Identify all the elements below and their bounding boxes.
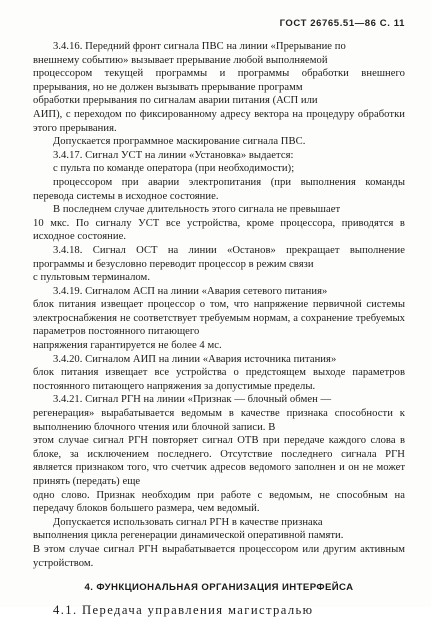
page-header: ГОСТ 26765.51—86 С. 11 — [279, 18, 405, 29]
paragraph-regeneration: Допускается использовать сигнал РГН в качестве признака выполнения цикла регенерации динамической оперативной памяти. В этом случае сигнал РГН вырабатывается процессором или другим активным устройством. — [33, 516, 405, 569]
section-heading: 4. ФУНКЦИОНАЛЬНАЯ ОРГАНИЗАЦИЯ ИНТЕРФЕЙСА — [84, 582, 354, 594]
paragraph-3-4-18: 3.4.18. Сигнал ОСТ на линии «Останов» прекращает выполнение программы и безусловно переводит процессор в режим связи с пультовым терминалом. — [33, 244, 405, 284]
subsection-heading: 4.1. Передача управления магистралью — [53, 603, 314, 618]
paragraph-3-4-17: 3.4.17. Сигнал УСТ на линии «Установка» выдается: — [53, 149, 294, 161]
paragraph-masking: Допускается программное маскирование сигнала ПВС. — [53, 136, 306, 148]
paragraph-3-4-19: 3.4.19. Сигналом АСП на линии «Авария сетевого питания» блок питания извещает процессор о том, что напряжение первичной системы электроснабжения не соответствует требуемым нормам, а сохранение требуемых параметров постоянного питающего напряжения гарантируется не более 4 мс. — [33, 285, 405, 352]
paragraph-duration: В последнем случае длительность этого сигнала не превышает 10 мкс. По сигналу УСТ все устройства, кроме процессора, приводятся в исходное состояние. — [33, 204, 405, 243]
paragraph-3-4-16: 3.4.16. Передний фронт сигнала ПВС на линии «Прерывание по внешнему событию» вызывает прерывание любой выполняемой процессором текущей программы и программы обработки внешнего прерывания, но не должен вызывать прерывание программ обработки прерывания по сигналам аварии питания (АСП или АИП), с переходом по фиксированному адресу вектора на процедуру обработки этого прерывания. — [33, 41, 405, 134]
paragraph-3-4-21: 3.4.21. Сигнал РГН на линии «Признак — блочный обмен — регенерация» вырабатывается ведомым в качестве признака способности к выполнению блочного чтения или блочной записи. В этом случае сигнал РГН повторяет сигнал ОТВ при передаче каждого слова в блоке, за исключением последнего. Отсутствие последнего сигнала РГН является признаком того, что счетчик адресов ведомого заполнен и он не может принять (передать) еще одно слово. Признак необходим при работе с ведомым, не способным на передачу блоков большего размера, чем ведомый. — [33, 394, 405, 515]
list-item-processor: процессором при аварии электропитания (при выполнения команды перевода системы в исходное состояние. — [33, 176, 405, 202]
list-item-operator: с пульта по команде оператора (при необходимости); — [53, 163, 295, 175]
document-body — [33, 40, 405, 618]
paragraph-3-4-20: 3.4.20. Сигналом АИП на линии «Авария источника питания» блок питания извещает все устройства о предстоящем выходе параметров постоянного питающего напряжения за допустимые пределы. — [33, 353, 405, 392]
